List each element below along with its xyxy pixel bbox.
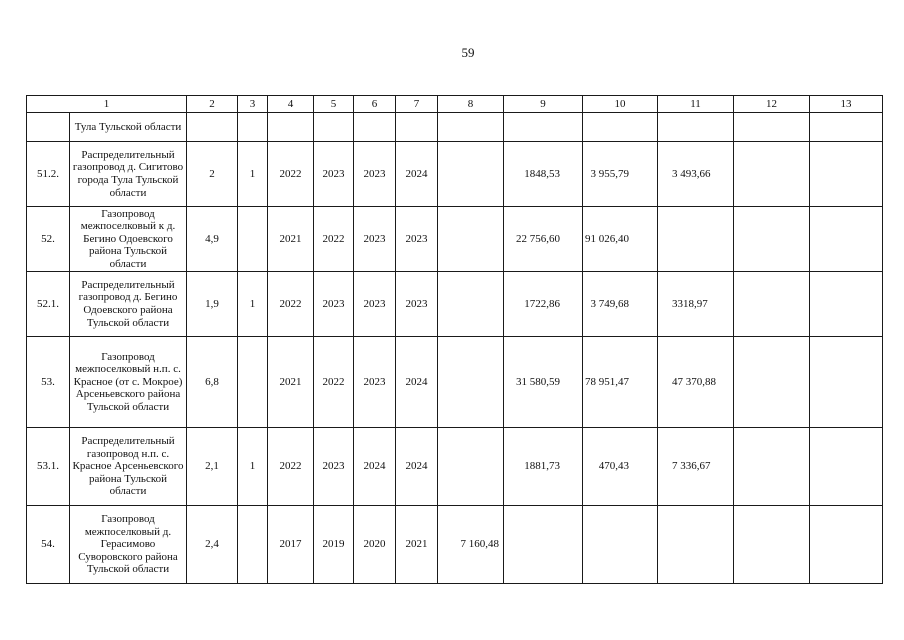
column-header-5: 5 <box>314 96 354 113</box>
year-cell-col5: 2023 <box>314 428 354 506</box>
cell-col13 <box>810 142 883 207</box>
cell-col13 <box>810 428 883 506</box>
column-header-1: 1 <box>27 96 187 113</box>
year-cell-col4: 2021 <box>268 337 314 428</box>
column-header-8: 8 <box>438 96 504 113</box>
year-cell-col4: 2017 <box>268 506 314 584</box>
amount-cell-col10: 3 955,79 <box>583 142 658 207</box>
year-cell-col6: 2020 <box>354 506 396 584</box>
amount-cell-col11: 47 370,88 <box>658 337 734 428</box>
cell-col12 <box>734 142 810 207</box>
table-row <box>27 272 883 337</box>
page-number: 59 <box>461 45 475 60</box>
column-header-11: 11 <box>658 96 734 113</box>
amount-cell-col10: 3 749,68 <box>583 272 658 337</box>
year-cell-col7: 2024 <box>396 428 438 506</box>
row-number: 52.1. <box>27 272 70 337</box>
column-header-2: 2 <box>187 96 238 113</box>
year-cell-col6: 2023 <box>354 142 396 207</box>
column-header-6: 6 <box>354 96 396 113</box>
column-header-9: 9 <box>504 96 583 113</box>
amount-cell-col8: 7 160,48 <box>438 506 504 584</box>
amount-cell-col11 <box>658 113 734 142</box>
cell-col13 <box>810 207 883 272</box>
year-cell-col4: 2022 <box>268 428 314 506</box>
amount-cell-col10 <box>583 113 658 142</box>
row-number <box>27 113 70 142</box>
year-cell-col7: 2023 <box>396 207 438 272</box>
object-name: Тула Тульской области <box>70 113 187 142</box>
length-cell: 4,9 <box>187 207 238 272</box>
length-cell: 2,1 <box>187 428 238 506</box>
year-cell-col4 <box>268 113 314 142</box>
length-cell: 2,4 <box>187 506 238 584</box>
amount-cell-col11 <box>658 506 734 584</box>
amount-cell-col9: 1722,86 <box>504 272 583 337</box>
cell-col13 <box>810 113 883 142</box>
amount-cell-col9: 31 580,59 <box>504 337 583 428</box>
column-header-4: 4 <box>268 96 314 113</box>
cell-col12 <box>734 337 810 428</box>
length-cell: 2 <box>187 142 238 207</box>
amount-cell-col8 <box>438 272 504 337</box>
amount-cell-col9: 1848,53 <box>504 142 583 207</box>
cell-col3 <box>238 337 268 428</box>
cell-col12 <box>734 207 810 272</box>
cell-col12 <box>734 506 810 584</box>
column-header-13: 13 <box>810 96 883 113</box>
year-cell-col5 <box>314 113 354 142</box>
cell-col13 <box>810 272 883 337</box>
object-name: Газопровод межпоселковый к д. Бегино Одоевского района Тульской области <box>70 207 187 272</box>
year-cell-col4: 2022 <box>268 272 314 337</box>
object-name: Распределительный газопровод н.п. с. Красное Арсеньевского района Тульской области <box>70 428 187 506</box>
year-cell-col5: 2022 <box>314 337 354 428</box>
cell-col3 <box>238 113 268 142</box>
year-cell-col7: 2024 <box>396 142 438 207</box>
object-name: Газопровод межпоселковый н.п. с. Красное (от с. Мокрое) Арсеньевского района Тульской области <box>70 337 187 428</box>
year-cell-col7: 2021 <box>396 506 438 584</box>
cell-col3: 1 <box>238 272 268 337</box>
cell-col12 <box>734 113 810 142</box>
cell-col3: 1 <box>238 428 268 506</box>
column-header-10: 10 <box>583 96 658 113</box>
year-cell-col6: 2023 <box>354 272 396 337</box>
cell-col3: 1 <box>238 142 268 207</box>
object-name: Распределительный газопровод д. Сигитово города Тула Тульской области <box>70 142 187 207</box>
amount-cell-col11: 3 493,66 <box>658 142 734 207</box>
cell-col13 <box>810 506 883 584</box>
column-header-12: 12 <box>734 96 810 113</box>
column-header-7: 7 <box>396 96 438 113</box>
cell-col12 <box>734 272 810 337</box>
year-cell-col5: 2022 <box>314 207 354 272</box>
year-cell-col6 <box>354 113 396 142</box>
row-number: 53. <box>27 337 70 428</box>
row-number: 52. <box>27 207 70 272</box>
amount-cell-col9 <box>504 113 583 142</box>
table-row <box>27 337 883 428</box>
data-table <box>26 95 883 584</box>
amount-cell-col8 <box>438 428 504 506</box>
amount-cell-col8 <box>438 337 504 428</box>
amount-cell-col9: 22 756,60 <box>504 207 583 272</box>
cell-col3 <box>238 207 268 272</box>
year-cell-col7 <box>396 113 438 142</box>
table-row <box>27 428 883 506</box>
cell-col3 <box>238 506 268 584</box>
amount-cell-col11 <box>658 207 734 272</box>
amount-cell-col10: 91 026,40 <box>583 207 658 272</box>
table-row <box>27 113 883 142</box>
amount-cell-col10: 470,43 <box>583 428 658 506</box>
year-cell-col5: 2019 <box>314 506 354 584</box>
year-cell-col5: 2023 <box>314 142 354 207</box>
amount-cell-col9 <box>504 506 583 584</box>
year-cell-col4: 2022 <box>268 142 314 207</box>
row-number: 51.2. <box>27 142 70 207</box>
object-name: Газопровод межпоселковый д. Герасимово Суворовского района Тульской области <box>70 506 187 584</box>
amount-cell-col11: 7 336,67 <box>658 428 734 506</box>
year-cell-col6: 2024 <box>354 428 396 506</box>
table-row <box>27 506 883 584</box>
table-row <box>27 207 883 272</box>
table-header-row <box>27 96 883 113</box>
cell-col13 <box>810 337 883 428</box>
amount-cell-col10: 78 951,47 <box>583 337 658 428</box>
year-cell-col7: 2024 <box>396 337 438 428</box>
row-number: 53.1. <box>27 428 70 506</box>
amount-cell-col8 <box>438 207 504 272</box>
length-cell <box>187 113 238 142</box>
year-cell-col4: 2021 <box>268 207 314 272</box>
amount-cell-col9: 1881,73 <box>504 428 583 506</box>
length-cell: 1,9 <box>187 272 238 337</box>
year-cell-col7: 2023 <box>396 272 438 337</box>
year-cell-col5: 2023 <box>314 272 354 337</box>
cell-col12 <box>734 428 810 506</box>
column-header-3: 3 <box>238 96 268 113</box>
amount-cell-col11: 3318,97 <box>658 272 734 337</box>
year-cell-col6: 2023 <box>354 337 396 428</box>
length-cell: 6,8 <box>187 337 238 428</box>
amount-cell-col8 <box>438 142 504 207</box>
object-name: Распределительный газопровод д. Бегино Одоевского района Тульской области <box>70 272 187 337</box>
amount-cell-col8 <box>438 113 504 142</box>
row-number: 54. <box>27 506 70 584</box>
amount-cell-col10 <box>583 506 658 584</box>
table-row <box>27 142 883 207</box>
year-cell-col6: 2023 <box>354 207 396 272</box>
